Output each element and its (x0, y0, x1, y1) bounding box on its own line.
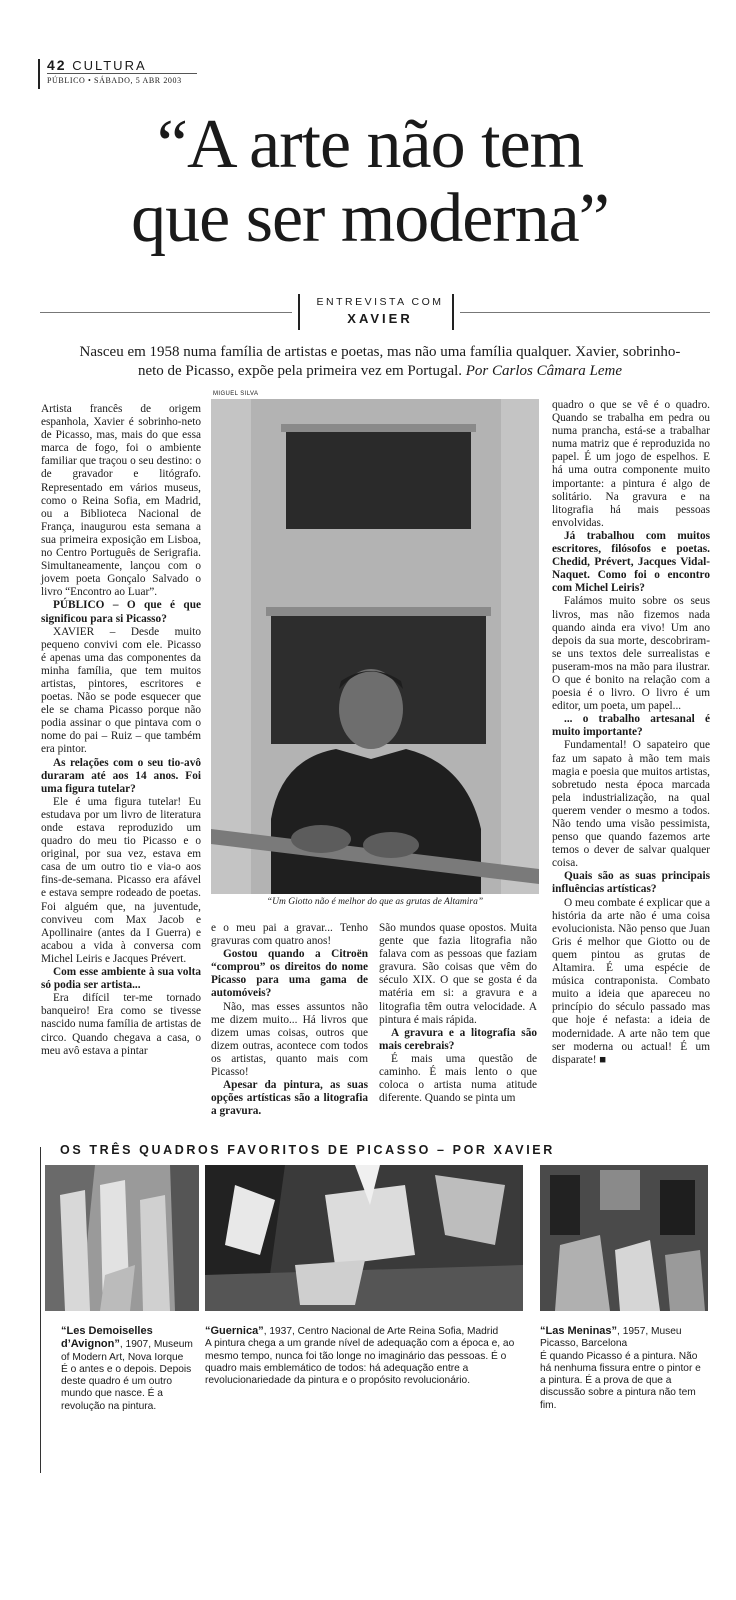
painting-info: , 1937, Centro Nacional de Arte Reina Sofia, Madrid (263, 1326, 499, 1337)
painting-info: , 1957, Museu Picasso, Barcelona (540, 1326, 682, 1350)
painting-info: , 1907, Museum of Modern Art, Nova Iorque (61, 1339, 193, 1363)
box-rule (40, 1147, 41, 1473)
kicker-name: XAVIER (347, 311, 413, 326)
interview-kicker (40, 294, 710, 330)
question: PÚBLICO – O que é que significou para si Picasso? (41, 599, 201, 625)
answer: Não, mas esses assuntos não me dizem muito... Há livros que dizem umas coisas, outros que dizem outras, acontece com todos os artistas, quanto mais com Picasso! (211, 1000, 368, 1079)
painting-meninas-image (540, 1165, 708, 1311)
section-name: CULTURA (72, 58, 147, 73)
question: Gostou quando a Citroën “comprou” os direitos do nome Picasso para uma gama de automóveis? (211, 948, 368, 1000)
answer: São mundos quase opostos. Muita gente que fazia litografia não falava com as pessoas que faziam gravura. São coisas que vêm do século XIX. O que se gosta é da matéria em si: a gravura e a litografia têm outra velocidade. A pintura é mais rápida. (379, 922, 537, 1026)
answer: e o meu pai a gravar... Tenho gravuras com quatro anos! (211, 922, 368, 948)
question: Quais são as suas principais influências artísticas? (552, 870, 710, 896)
answer: quadro o que se vê é o quadro. Quando se trabalha em pedra ou numa prancha, está-se a trabalhar numa matriz que é reproduzida no papel. É um jogo de espelhos. E há uma outra componente muito importante: a pintura é algo de solitário. Na gravura e na litografia há mais pessoas envolvidas. (552, 399, 710, 529)
article-column-1 (41, 403, 201, 1058)
painting-comment: É o antes e o depois. Depois deste quadro é um outro mundo que nasce. É a revolução na pintura. (61, 1363, 192, 1412)
header-bar (38, 59, 40, 89)
answer: XAVIER – Desde muito pequeno convivi com ele. Picasso é apenas uma das componentes da minha família, que tem muitos artistas, pintores, escritores e poetas. Não se pode esquecer que ele se chama Picasso porque não podia assinar o que pintava com o nome do pai – Ruiz – que também era pintor. (41, 625, 201, 756)
painting-comment: A pintura chega a um grande nível de adequação com a época e, ao mesmo tempo, nunca foi tão longe no imaginário das pessoas. É o quadro mais emblemático de todos: há adequação entre a revolucionariedade da pintura e o propósito revolucionário. (205, 1338, 515, 1387)
painting-meninas (540, 1165, 708, 1311)
kicker-rule-left (40, 312, 292, 313)
kicker-bar-left (298, 294, 300, 330)
painting-title: “Guernica” (205, 1325, 264, 1337)
question: Já trabalhou com muitos escritores, filósofos e poetas. Chedid, Prévert, Jacques Vidal-Naquet. Como foi o encontro com Michel Leiris? (552, 529, 710, 595)
header-rule (47, 73, 197, 74)
answer: Fundamental! O sapateiro que faz um sapato à mão tem mais magia e poesia que muitos artistas, sobretudo nesta época marcada pela industrialização, na qual querem vender o mesmo a todos. Não tendo uma visão pessimista, penso que quando fazemos arte temos o dever de salvar qualquer coisa. (552, 739, 710, 870)
question: Com esse ambiente à sua volta só podia ser artista... (41, 966, 201, 992)
page-number: 42 (47, 57, 67, 73)
headline-line-1: “A arte não tem (156, 106, 584, 183)
article-column-2 (211, 922, 368, 1118)
question: A gravura e a litografia são mais cerebrais? (379, 1026, 537, 1052)
question: Apesar da pintura, as suas opções artísticas são a litografia a gravura. (211, 1079, 368, 1118)
deck-text: Nasceu em 1958 numa família de artistas e poetas, mas não uma família qualquer. Xavier, sobrinho-neto de Picasso, expõe pela primeira vez em Portugal. (79, 344, 681, 379)
painting-demoiselles (45, 1165, 199, 1311)
answer: É mais uma questão de caminho. É mais lento o que coloca o artista numa atitude diferente. Quando se pinta um (379, 1052, 537, 1105)
favorites-box-title: OS TRÊS QUADROS FAVORITOS DE PICASSO – POR XAVIER (60, 1143, 555, 1157)
deck (70, 343, 690, 381)
section-label (47, 57, 147, 73)
kicker-bar-right (452, 294, 454, 330)
intro-paragraph: Artista francês de origem espanhola, Xavier é sobrinho-neto de Picasso, mas, mais do que essa marca de fogo, foi o ambiente familiar que traçou o seu destino: o de gravador e litógrafo. Representado em vários museus, como o Reina Sofia, em Madrid, ou a Biblioteca Nacional de França, inaugurou esta semana a sua primeira exposição em Lisboa, no Centro Português de Serigrafia. Simultaneamente, lançou com o jovem poeta Gonçalo Salvado o livro “Encontro ao Luar”. (41, 403, 201, 599)
painting-comment: É quando Picasso é a pintura. Não há nenhuma fissura entre o pintor e a pintura. É a prova de que a discussão sobre a pintura não tem fim. (540, 1350, 701, 1411)
painting-guernica-image (205, 1165, 523, 1311)
painting-description-meninas (540, 1325, 708, 1412)
painting-guernica (205, 1165, 523, 1311)
kicker-label: ENTREVISTA COM (316, 296, 444, 308)
photo-caption: “Um Giotto não é melhor do que as grutas de Altamira” (266, 897, 484, 907)
answer: Era difícil ter-me tornado banqueiro! Era como se tivesse nascido numa família de artistas de circo. Quando chegava a casa, o meu avô estava a pintar (41, 992, 201, 1057)
byline: Por Carlos Câmara Leme (465, 363, 623, 379)
article-column-4 (552, 399, 710, 1067)
article-column-3 (379, 922, 537, 1105)
answer: Falámos muito sobre os seus livros, mas não fizemos nada quando ainda era vivo! Um ano depois da sua morte, descobriram-se uns textos dele surrealistas e puseram-mos na mão para ilustrar. O que é bonito na relação com a poesia é o livro. O livro é um editor, um poeta, um papel... (552, 595, 710, 713)
photo-credit: MIGUEL SILVA (213, 391, 259, 397)
headline-line-2: que ser moderna” (131, 180, 609, 257)
portrait-photo (211, 399, 539, 894)
kicker-rule-right (460, 312, 710, 313)
portrait-photo-illustration (211, 399, 539, 894)
dateline: PÚBLICO • SÁBADO, 5 ABR 2003 (47, 76, 182, 85)
painting-demoiselles-image (45, 1165, 199, 1311)
painting-title: “Las Meninas” (540, 1325, 618, 1337)
answer: Ele é uma figura tutelar! Eu estudava por um livro de literatura onde estava reproduzido um quadro do meu tio Picasso e o original, por sua vez, estava em casa de um outro tio e via-o aos fins-de-semana. Picasso era afável e estava sempre rodeado de poetas. Foi alguém que, na juventude, conviveu com Max Jacob e Apollinaire (antes da I Guerra) e acabou a vida à conversa com Michel Leiris e Jacques Prévert. (41, 795, 201, 965)
question: As relações com o seu tio-avô duraram até aos 14 anos. Foi uma figura tutelar? (41, 756, 201, 795)
painting-description-guernica (205, 1325, 523, 1387)
painting-description-demoiselles (61, 1325, 201, 1413)
answer: O meu combate é explicar que a história da arte não é uma coisa evolucionista. Não penso que Juan Gris é melhor que Giotto ou de quem pintou as grutas de Altamira. É uma espécie de música contraponista. Combato muito a ideia que apareceu no princípio do século passado mas que hoje é nefasta: a ideia de modernidade. A arte não tem que ser moderna ou actual! É um disparate! ■ (552, 896, 710, 1066)
headline (60, 108, 680, 256)
painting-title: “Les Demoiselles d’Avignon” (61, 1325, 153, 1351)
question: ... o trabalho artesanal é muito importante? (552, 713, 710, 739)
